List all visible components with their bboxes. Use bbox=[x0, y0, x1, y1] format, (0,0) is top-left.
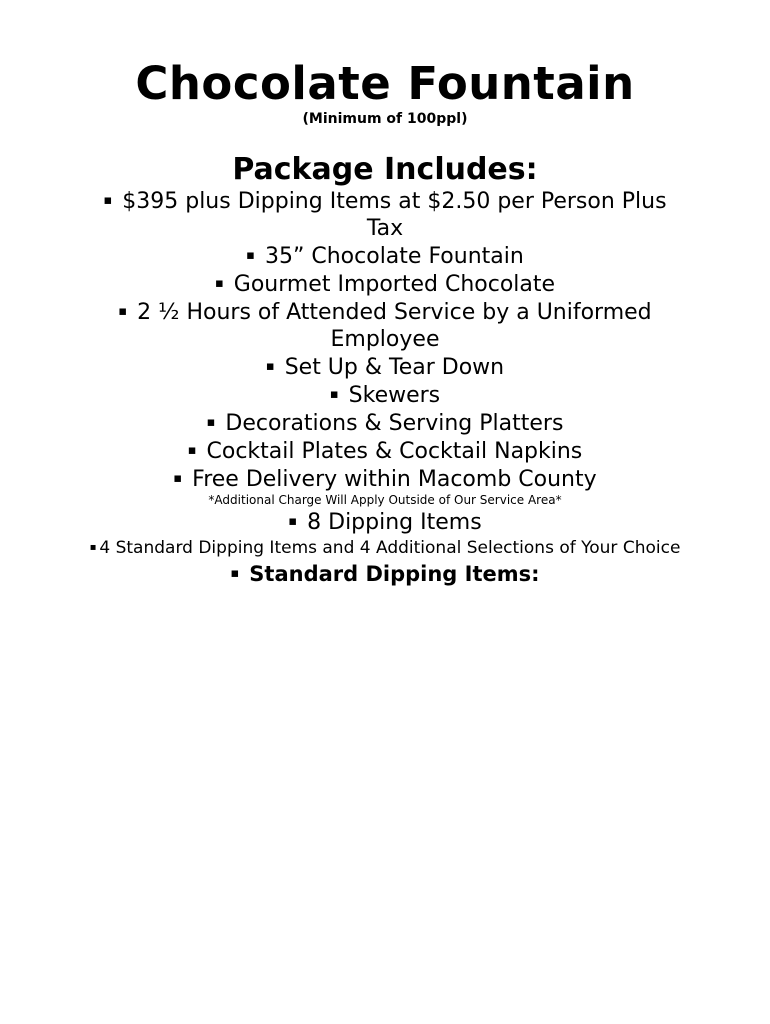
list-item-text: Skewers bbox=[348, 383, 441, 408]
list-item-text: Set Up & Tear Down bbox=[284, 355, 505, 380]
square-bullet-icon: ▪ bbox=[214, 276, 224, 291]
delivery-note: *Additional Charge Will Apply Outside of Our Service Area* bbox=[208, 493, 562, 507]
square-bullet-icon: ▪ bbox=[329, 387, 339, 402]
square-bullet-icon: ▪ bbox=[187, 443, 197, 458]
list-item-text: Free Delivery within Macomb County bbox=[192, 467, 597, 492]
square-bullet-icon: ▪ bbox=[89, 542, 97, 553]
list-item-price bbox=[85, 187, 685, 242]
square-bullet-icon: ▪ bbox=[246, 248, 255, 263]
list-item-text: 2 ½ Hours of Attended Service by a Uniformed Employee bbox=[137, 300, 652, 352]
list-item-text: Gourmet Imported Chocolate bbox=[233, 272, 556, 297]
list-item-delivery bbox=[0, 465, 770, 493]
square-bullet-icon: ▪ bbox=[265, 359, 275, 374]
list-item-dipping bbox=[0, 508, 770, 536]
package-heading: Package Includes: bbox=[232, 152, 538, 187]
list-item-plates bbox=[0, 437, 770, 465]
list-item-fountain bbox=[0, 242, 770, 270]
list-item-text: $395 plus Dipping Items at $2.50 per Person Plus Tax bbox=[122, 189, 667, 241]
list-item-text: 4 Standard Dipping Items and 4 Additional Selections of Your Choice bbox=[99, 538, 681, 558]
list-item-chocolate bbox=[0, 270, 770, 298]
square-bullet-icon: ▪ bbox=[206, 415, 216, 430]
list-item-skewers bbox=[0, 381, 770, 409]
list-item-service bbox=[105, 298, 665, 353]
page-title: Chocolate Fountain bbox=[135, 57, 635, 110]
square-bullet-icon: ▪ bbox=[173, 471, 183, 486]
list-item-text: Standard Dipping Items: bbox=[249, 562, 540, 586]
list-item-text: Decorations & Serving Platters bbox=[225, 411, 564, 436]
list-item-standard-heading bbox=[0, 560, 770, 588]
square-bullet-icon: ▪ bbox=[118, 304, 128, 319]
list-item-decorations bbox=[0, 409, 770, 437]
list-item-text: 35” Chocolate Fountain bbox=[264, 244, 524, 269]
list-item-dipping-detail bbox=[0, 536, 770, 560]
square-bullet-icon: ▪ bbox=[288, 514, 298, 529]
list-item-text: 8 Dipping Items bbox=[307, 510, 482, 535]
list-item-text: Cocktail Plates & Cocktail Napkins bbox=[206, 439, 583, 464]
page-subtitle: (Minimum of 100ppl) bbox=[302, 111, 468, 127]
square-bullet-icon: ▪ bbox=[230, 566, 240, 581]
package-list bbox=[0, 187, 770, 588]
square-bullet-icon: ▪ bbox=[103, 193, 113, 208]
list-item-setup bbox=[0, 353, 770, 381]
